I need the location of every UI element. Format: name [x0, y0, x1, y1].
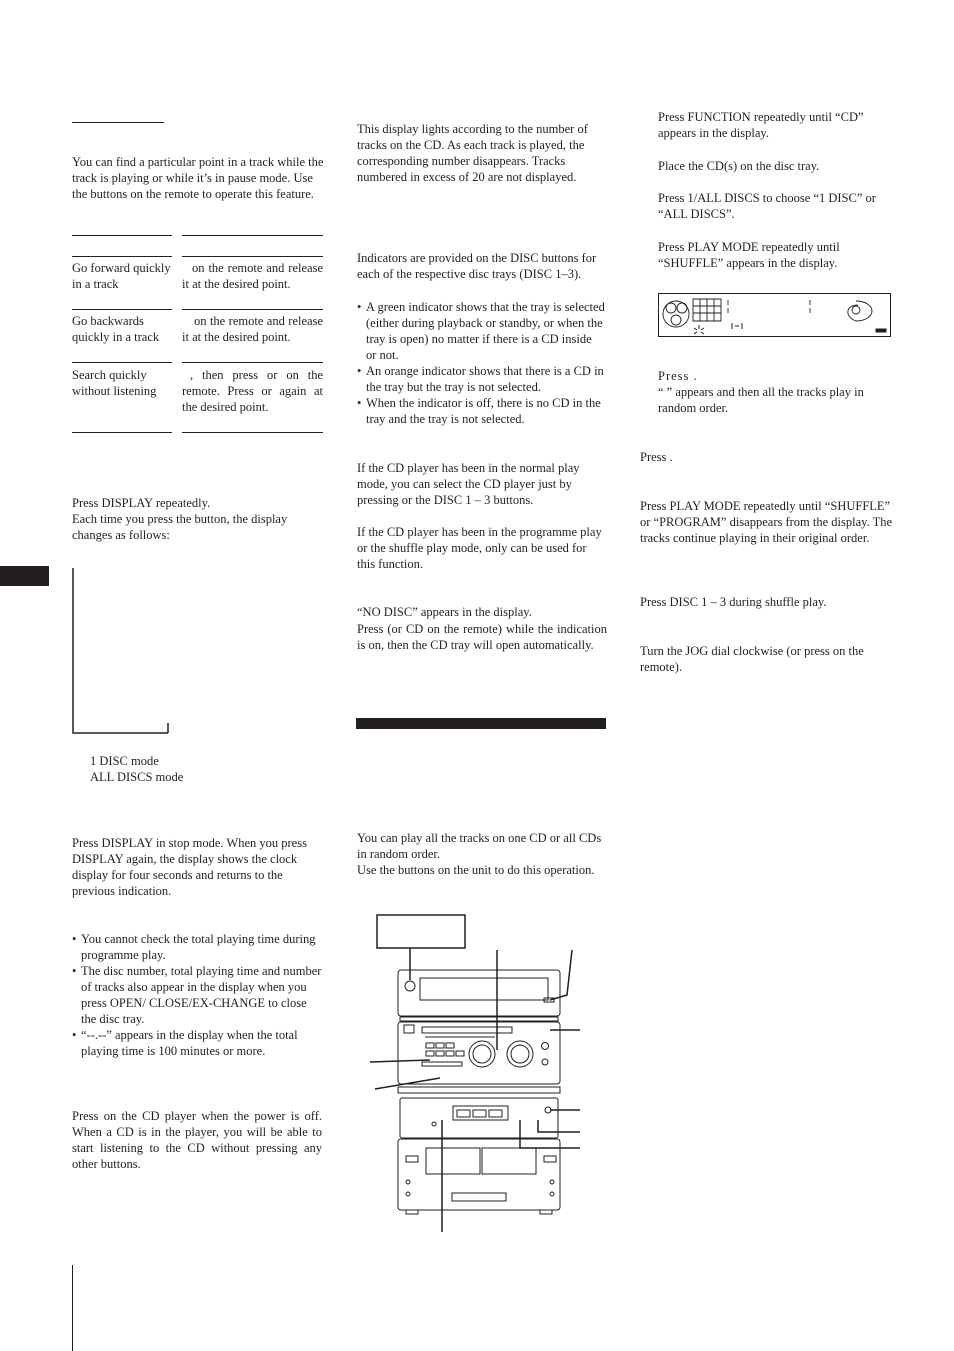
display-cycle-diagram [70, 565, 174, 737]
locate-intro: You can find a particular point in a track while the track is playing or while it’s in pause mode. Use the buttons on the remote to operate this feature. [72, 155, 324, 201]
list-item: • The disc number, total playing time and number of tracks also appear in the display when you press OPEN/ CLOSE/EX-CHANGE to close the disc tray. [72, 963, 322, 1027]
table-cell-how: on the remote and release it at the desired point. [182, 314, 323, 344]
list-item: • An orange indicator shows that there is a CD in the tray but the tray is not selected. [357, 363, 605, 395]
step-1: Press FUNCTION repeatedly until “CD” appears in the display. [658, 110, 864, 140]
display-instruction: Press DISPLAY repeatedly. [72, 496, 211, 510]
page-margin-line [72, 1265, 73, 1351]
notes-list [72, 931, 322, 1059]
step-3: Press 1/ALL DISCS to choose “1 DISC” or “ALL DISCS”. [658, 191, 876, 221]
disc-shuffle-text: Press DISC 1 – 3 during shuffle play. [640, 595, 827, 609]
table-cell-action: Go forward quickly in a track [72, 261, 171, 291]
table-cell-action: Go backwards quickly in a track [72, 314, 160, 344]
no-disc-instruction: Press (or CD on the remote) while the indication is on, then the CD tray will open automatically. [357, 622, 607, 652]
shuffle-intro-2: Use the buttons on the unit to do this operation. [357, 863, 595, 877]
section-heading-bar [356, 718, 606, 729]
direct-play-text-2: If the CD player has been in the programme play or the shuffle play mode, only can be used for this function. [357, 525, 602, 571]
jog-text: Turn the JOG dial clockwise (or press on the remote). [640, 644, 864, 674]
list-item: • “--.--” appears in the display when the total playing time is 100 minutes or more. [72, 1027, 322, 1059]
indicators-list [357, 299, 605, 427]
shuffle-intro: You can play all the tracks on one CD or all CDs in random order. [357, 831, 602, 861]
stop-shuffle-text: Press . [640, 450, 673, 464]
stop-mode-text: Press DISPLAY in stop mode. When you press DISPLAY again, the display shows the clock display for four seconds and returns to the previous indication. [72, 836, 307, 898]
list-item: • You cannot check the total playing time during programme play. [72, 931, 322, 963]
step-2: Place the CD(s) on the disc tray. [658, 159, 820, 173]
music-calendar-text: This display lights according to the number of tracks on the CD. As each track is played, the corresponding number disappears. Tracks numbered in excess of 20 are not displayed. [357, 122, 588, 184]
section-rule [72, 122, 164, 123]
step-5-result: “ ” appears and then all the tracks play in random order. [658, 385, 864, 415]
step-4: Press PLAY MODE repeatedly until “SHUFFLE” appears in the display. [658, 240, 840, 270]
page-tab-marker [0, 566, 49, 586]
table-cell-how: , then press or on the remote. Press or again at the desired point. [182, 368, 323, 414]
list-item: • A green indicator shows that the tray is selected (either during playback or standby, or when the tray is open) no matter if there is a CD inside or not. [357, 299, 605, 363]
table-cell-how: on the remote and release it at the desired point. [182, 261, 323, 291]
cancel-shuffle-text: Press PLAY MODE repeatedly until “SHUFFLE” or “PROGRAM” disappears from the display. The tracks continue playing in their original order. [640, 499, 893, 545]
mode-all-discs: ALL DISCS mode [90, 770, 184, 784]
stereo-system-illustration [370, 910, 590, 1235]
table-cell-action: Search quickly without listening [72, 368, 157, 398]
indicators-intro: Indicators are provided on the DISC buttons for each of the respective disc trays (DISC 1–3). [357, 251, 597, 281]
list-item: • When the indicator is off, there is no CD in the tray and the tray is not selected. [357, 395, 605, 427]
shuffle-display-illustration [658, 293, 892, 339]
power-text: Press on the CD player when the power is off. When a CD is in the player, you will be able to start listening to the CD without pressing any other buttons. [72, 1109, 322, 1171]
step-5: Press . [658, 369, 698, 383]
mode-1-disc: 1 DISC mode [90, 754, 159, 768]
direct-play-text: If the CD player has been in the normal play mode, you can select the CD player just by pressing or the DISC 1 – 3 buttons. [357, 461, 580, 507]
no-disc-text: “NO DISC” appears in the display. [357, 605, 532, 619]
display-description: Each time you press the button, the display changes as follows: [72, 512, 288, 542]
